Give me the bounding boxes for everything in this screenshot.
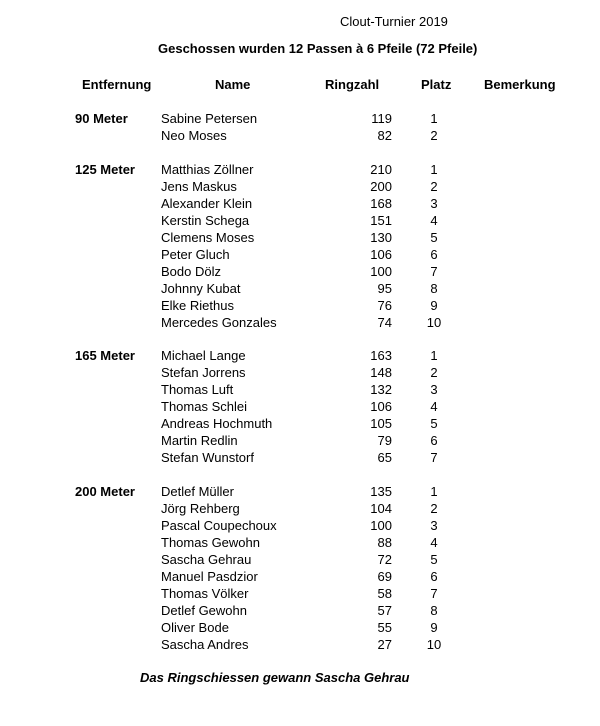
participant-name: Stefan Wunstorf (161, 450, 254, 465)
ring-score: 69 (377, 569, 392, 584)
placement: 1 (430, 111, 438, 126)
placement: 1 (430, 348, 438, 363)
ring-score: 88 (377, 535, 392, 550)
table-row (0, 381, 600, 398)
table-row (0, 127, 600, 144)
participant-name: Michael Lange (161, 348, 246, 363)
placement: 7 (430, 450, 438, 465)
table-row (0, 398, 600, 415)
participant-name: Alexander Klein (161, 196, 253, 211)
table-row (0, 297, 600, 314)
placement: 3 (430, 518, 438, 533)
ring-score: 57 (377, 603, 392, 618)
participant-name: Stefan Jorrens (161, 365, 246, 380)
placement: 1 (430, 484, 438, 499)
participant-name: Jörg Rehberg (161, 501, 240, 516)
table-row (0, 229, 600, 246)
placement: 1 (430, 162, 438, 177)
participant-name: Thomas Schlei (161, 399, 247, 414)
ring-score: 210 (370, 162, 392, 177)
header-place: Platz (421, 77, 452, 92)
participant-name: Mercedes Gonzales (161, 315, 277, 330)
table-row (0, 449, 600, 466)
header-remark: Bemerkung (484, 77, 556, 92)
placement: 10 (426, 637, 442, 652)
ring-score: 105 (370, 416, 392, 431)
distance-label: 165 Meter (75, 348, 135, 363)
placement: 9 (430, 620, 438, 635)
table-row (0, 551, 600, 568)
ring-score: 74 (377, 315, 392, 330)
ring-score: 200 (370, 179, 392, 194)
placement: 10 (426, 315, 442, 330)
participant-name: Kerstin Schega (161, 213, 250, 228)
table-row (0, 619, 600, 636)
table-row (0, 415, 600, 432)
placement: 4 (430, 535, 438, 550)
table-row (0, 602, 600, 619)
ring-score: 104 (370, 501, 392, 516)
ring-score: 148 (370, 365, 392, 380)
placement: 6 (430, 569, 438, 584)
participant-name: Pascal Coupechoux (161, 518, 277, 533)
placement: 4 (430, 213, 438, 228)
placement: 5 (430, 416, 438, 431)
ring-score: 119 (371, 111, 392, 126)
ring-score: 82 (377, 128, 392, 143)
placement: 2 (430, 179, 438, 194)
distance-label: 125 Meter (75, 162, 135, 177)
placement: 8 (430, 603, 438, 618)
ring-score: 132 (370, 382, 392, 397)
ring-score: 27 (377, 637, 392, 652)
winner-note: Das Ringschiessen gewann Sascha Gehrau (140, 670, 410, 685)
placement: 3 (430, 196, 438, 211)
placement: 3 (430, 382, 438, 397)
participant-name: Thomas Gewohn (161, 535, 260, 550)
participant-name: Detlef Gewohn (161, 603, 247, 618)
table-row (0, 347, 600, 364)
table-row (0, 161, 600, 178)
participant-name: Martin Redlin (161, 433, 238, 448)
participant-name: Oliver Bode (161, 620, 229, 635)
placement: 6 (430, 433, 438, 448)
ring-score: 55 (377, 620, 392, 635)
table-row (0, 364, 600, 381)
table-row (0, 110, 600, 127)
participant-name: Sascha Andres (161, 637, 249, 652)
participant-name: Jens Maskus (161, 179, 237, 194)
ring-score: 163 (370, 348, 392, 363)
table-row (0, 585, 600, 602)
placement: 8 (430, 281, 438, 296)
header-score: Ringzahl (325, 77, 380, 92)
ring-score: 130 (370, 230, 392, 245)
table-row (0, 483, 600, 500)
placement: 9 (430, 298, 438, 313)
table-row (0, 246, 600, 263)
placement: 2 (430, 128, 438, 143)
participant-name: Clemens Moses (161, 230, 255, 245)
table-row (0, 178, 600, 195)
placement: 7 (430, 264, 438, 279)
distance-label: 200 Meter (75, 484, 135, 499)
table-row (0, 500, 600, 517)
ring-score: 79 (377, 433, 392, 448)
table-row (0, 314, 600, 331)
document-title: Clout-Turnier 2019 (340, 14, 448, 29)
ring-score: 168 (370, 196, 392, 211)
distance-label: 90 Meter (75, 111, 128, 126)
ring-score: 76 (377, 298, 392, 313)
table-row (0, 636, 600, 653)
participant-name: Peter Gluch (161, 247, 230, 262)
header-name: Name (215, 77, 251, 92)
ring-score: 95 (377, 281, 392, 296)
placement: 6 (430, 247, 438, 262)
participant-name: Sabine Petersen (161, 111, 258, 126)
participant-name: Manuel Pasdzior (161, 569, 258, 584)
ring-score: 72 (377, 552, 392, 567)
table-row (0, 517, 600, 534)
table-row (0, 432, 600, 449)
header-distance: Entfernung (82, 77, 152, 92)
participant-name: Matthias Zöllner (161, 162, 254, 177)
participant-name: Andreas Hochmuth (161, 416, 273, 431)
ring-score: 58 (377, 586, 392, 601)
placement: 7 (430, 586, 438, 601)
ring-score: 65 (377, 450, 392, 465)
placement: 5 (430, 230, 438, 245)
placement: 2 (430, 365, 438, 380)
placement: 2 (430, 501, 438, 516)
ring-score: 100 (370, 264, 392, 279)
participant-name: Detlef Müller (161, 484, 234, 499)
ring-score: 106 (370, 399, 392, 414)
participant-name: Johnny Kubat (161, 281, 241, 296)
ring-score: 135 (370, 484, 392, 499)
table-row (0, 263, 600, 280)
participant-name: Bodo Dölz (161, 264, 221, 279)
document-subtitle: Geschossen wurden 12 Passen à 6 Pfeile (72 Pfeile) (158, 41, 478, 56)
participant-name: Elke Riethus (161, 298, 234, 313)
table-row (0, 534, 600, 551)
ring-score: 100 (370, 518, 392, 533)
placement: 5 (430, 552, 438, 567)
participant-name: Neo Moses (161, 128, 227, 143)
placement: 4 (430, 399, 438, 414)
participant-name: Sascha Gehrau (161, 552, 252, 567)
table-row (0, 195, 600, 212)
participant-name: Thomas Luft (161, 382, 234, 397)
ring-score: 151 (370, 213, 392, 228)
table-row (0, 568, 600, 585)
table-row (0, 212, 600, 229)
participant-name: Thomas Völker (161, 586, 249, 601)
table-row (0, 280, 600, 297)
ring-score: 106 (370, 247, 392, 262)
